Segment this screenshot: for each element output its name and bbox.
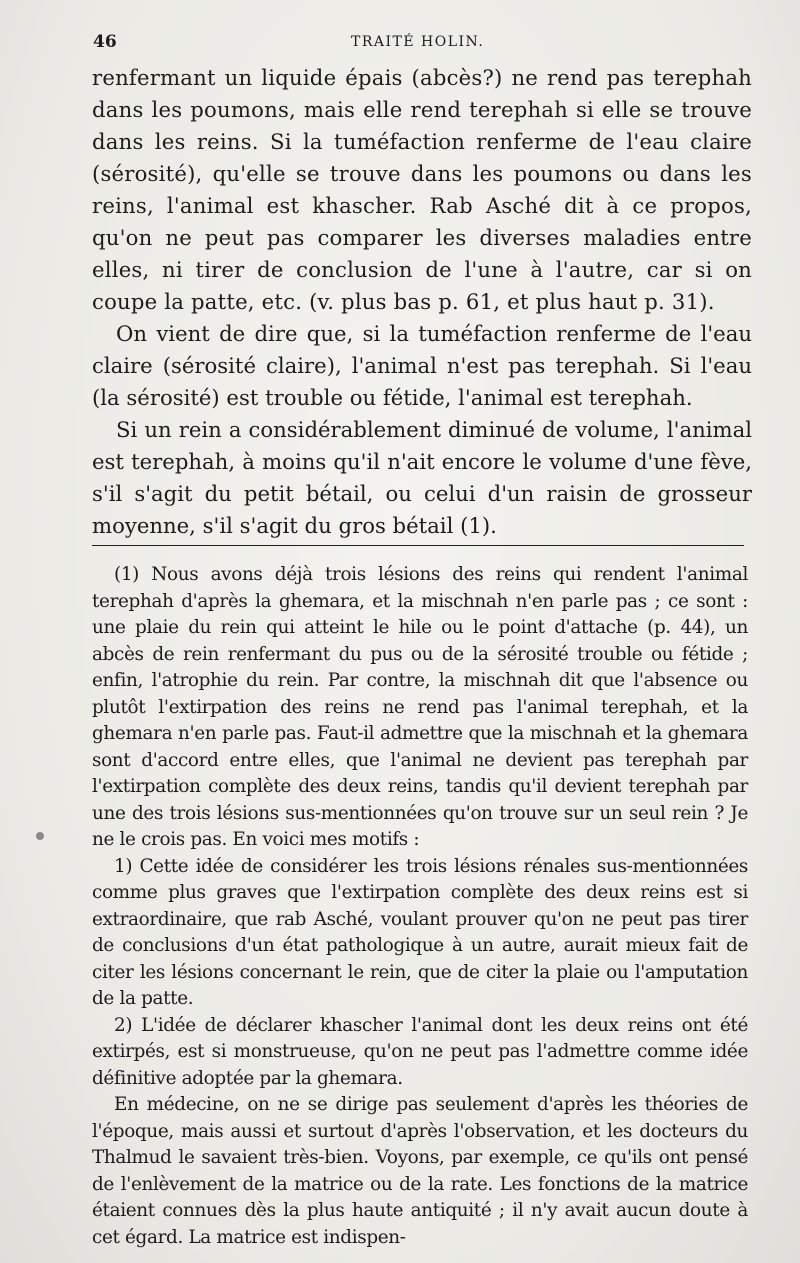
footnote-paragraph: 1) Cette idée de considérer les trois lésions rénales sus-mentionnées comme plus graves que l'extirpation complète des deux reins est si extraordinaire, que rab Asché, voulant prouver qu'on ne peut pas tirer de conclusions d'un état pathologique à un autre, aurait mieux fait de citer les lésions concernant le rein, que de citer la plaie ou l'amputation de la patte. bbox=[92, 855, 748, 1009]
main-paragraph: On vient de dire que, si la tuméfaction renferme de l'eau claire (sérosité claire), l'animal n'est pas terephah. Si l'eau (la sérosité) est trouble ou fétide, l'animal est terephah. bbox=[92, 321, 752, 410]
page-header bbox=[93, 30, 748, 60]
footnote-paragraph: En médecine, on ne se dirige pas seulement d'après les théories de l'époque, mais aussi et surtout d'après l'observation, et les docteurs du Thalmud le savaient très-bien. Voyons, par exemple, ce qu'ils ont pensé de l'enlèvement de la matrice ou de la rate. Les fonctions de la matrice étaient connues dès la plus haute antiquité ; il n'y avait aucun doute à cet égard. La matrice est indispen- bbox=[92, 1094, 748, 1248]
footnote-paragraph: 2) L'idée de déclarer khascher l'animal dont les deux reins ont été extirpés, est si monstrueuse, qu'on ne peut pas l'admettre comme idée définitive adoptée par la ghemara. bbox=[92, 1014, 748, 1089]
page-number: 46 bbox=[93, 32, 117, 52]
running-title: TRAITÉ HOLIN. bbox=[351, 34, 485, 50]
main-text bbox=[92, 62, 752, 542]
main-paragraph: renfermant un liquide épais (abcès?) ne rend pas terephah dans les poumons, mais elle rend terephah si elle se trouve dans les reins. Si la tuméfaction renferme de l'eau claire (sérosité), qu'elle se trouve dans les poumons ou dans les reins, l'animal est khascher. Rab Asché dit à ce propos, qu'on ne peut pas comparer les diverses maladies entre elles, ni tirer de conclusion de l'une à l'autre, car si on coupe la patte, etc. (v. plus bas p. 61, et plus haut p. 31). bbox=[92, 65, 752, 314]
main-paragraph: Si un rein a considérablement diminué de volume, l'animal est terephah, à moins qu'il n'ait encore le volume d'une fève, s'il s'agit du petit bétail, ou celui d'un raisin de grosseur moyenne, s'il s'agit du gros bétail (1). bbox=[92, 417, 752, 538]
binding-hole-mark bbox=[36, 832, 44, 840]
footnote-paragraph: (1) Nous avons déjà trois lésions des reins qui rendent l'animal terephah d'après la ghemara, et la mischnah n'en parle pas ; ce sont : une plaie du rein qui atteint le hile ou le point d'attache (p. 44), un abcès de rein renfermant du pus ou de la sérosité trouble ou fétide ; enfin, l'atrophie du rein. Par contre, la mischnah dit que l'absence ou plutôt l'extirpation des reins ne rend pas l'animal terephah, et la ghemara n'en parle pas. Faut-il admettre que la mischnah et la ghemara sont d'accord entre elles, que l'animal ne devient pas terephah par l'extirpation complète des deux reins, tandis qu'il devient terephah par une des trois lésions sus-mentionnées qu'on trouve sur un seul rein ? Je ne le crois pas. En voici mes motifs : bbox=[92, 564, 748, 850]
footnote-separator bbox=[92, 545, 744, 546]
footnotes bbox=[92, 562, 748, 1251]
